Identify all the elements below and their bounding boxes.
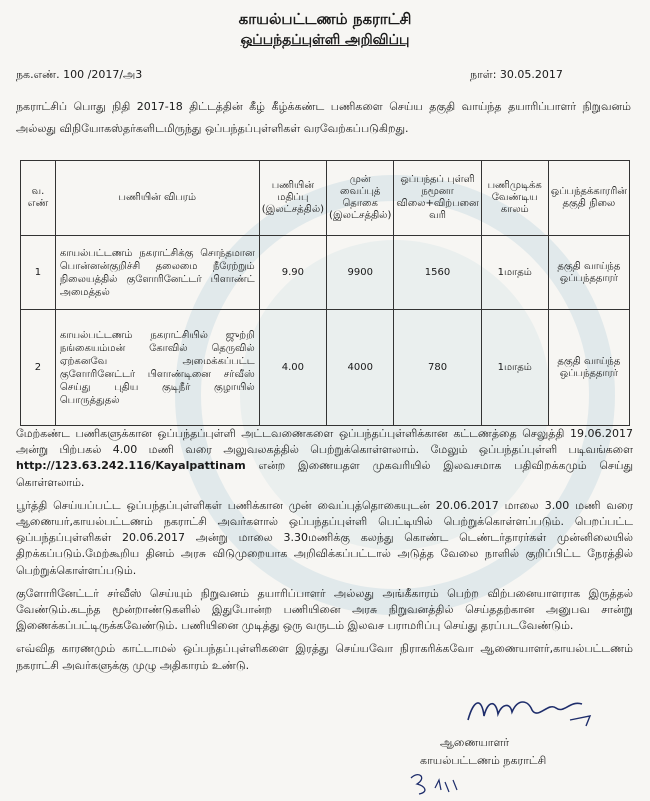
submission-paragraph: பூர்த்தி செய்யப்பட்ட ஒப்பந்தப்புள்ளிகள் பணிக்கான முன் வைப்புத்தொகையுடன் 20.06.2017 மாலை 3.00 மணி வரை ஆணையர்,காயல்பட்டணம் நகராட்சி அவர்களால் ஒப்பந்தப்புள்ளி பெட்டியில் பெற்றுக்கொள்ளப்படும். பெறப்பட்ட ஒப்பந்தப்புள்ளிகள் 20.06.2017 அன்று மாலை 3.30மணிக்கு கலந்து கொண்ட டெண்டர்தாரர்கள் முன்னிலையில் திறக்கப்படும்.மேற்கூறிய தினம் அரசு விடுமுறையாக அறிவிக்கப்பட்டால் அடுத்த வேலை நாளில் குறிப்பிட்ட நேரத்தில் பெற்றுக்கொள்ளப்படும்.	[16, 498, 633, 577]
cell-value: 9.90	[259, 236, 326, 310]
cell-eligibility: தகுதி வாய்ந்த ஒப்பந்ததாரர்	[548, 236, 629, 310]
cell-form-price: 780	[394, 310, 481, 426]
header-form-price: ஒப்பந்தப் புள்ளி நமூனா விலை+விற்பனை வரி	[394, 161, 481, 236]
reference-number: நக.எண். 100 /2017/அ3	[16, 68, 143, 81]
header-sno: வ. எண்	[21, 161, 56, 236]
header-work-desc: பணியின் விபரம்	[55, 161, 259, 236]
download-link[interactable]: http://123.63.242.116/Kayalpattinam	[16, 459, 246, 473]
cell-period: 1மாதம்	[481, 310, 548, 426]
intro-paragraph: நகராட்சிப் பொது நிதி 2017-18 திட்டத்தின் கீழ் கீழ்க்கண்ட பணிகளை செய்ய தகுதி வாய்ந்த தயாரிப்பாளர் நிறுவனம் அல்லது விநியோகஸ்தர்களிடமிருந்து ஒப்பந்தப்புள்ளிகள் வரவேற்கப்படுகிறது.	[16, 100, 631, 135]
download-paragraph: மேற்கண்ட பணிகளுக்கான ஒப்பந்தப்புள்ளி அட்டவணைகளை ஒப்பந்தப்புள்ளிக்கான கட்டணத்தை செலுத்தி 19.06.2017 அன்று பிற்பகல் 4.00 மணி வரை அலுவலகத்தில் பெற்றுக்கொள்ளலாம். மேலும் ஒப்பந்தப்புள்ளி படிவங்களை http://123.63.242.116/Kayalpattinam என்ற இணையதள முகவரியில் இலவசமாக பதிவிறக்கமும் செய்து கொள்ளலாம்.	[16, 427, 633, 489]
rights-paragraph: எவ்வித காரணமும் காட்டாமல் ஒப்பந்தப்புள்ளிகளை இரத்து செய்யவோ நிராகரிக்கவோ ஆணையாளர்,காயல்பட்டணம் நகராட்சி அவர்களுக்கு முழு அதிகாரம் உண்டு.	[16, 642, 633, 672]
cell-sno: 2	[21, 310, 56, 426]
notice-date: நாள்: 30.05.2017	[470, 68, 563, 81]
header-eligibility: ஒப்பந்தக்காரரின் தகுதி நிலை	[548, 161, 629, 236]
header-period: பணிமுடிக்க வேண்டிய காலம்	[481, 161, 548, 236]
cell-desc: காயல்பட்டணம் நகராட்சியில் ஜுற்றி நங்கையம்மன் கோவில் தெருவில் ஏற்கனவே அமைக்கப்பட்ட குளோரினேட்டர் பிளாண்டினை சர்வீஸ் செய்து புதிய குடிநீர் குழாயில் பொருத்துதல்	[55, 310, 259, 426]
table-row	[21, 310, 630, 426]
cell-form-price: 1560	[394, 236, 481, 310]
signature-scribble	[460, 690, 610, 732]
table-row	[21, 236, 630, 310]
works-table	[20, 160, 630, 426]
cell-desc: காயல்பட்டணம் நகராட்சிக்கு சொந்தமான பொன்னன்குறிச்சி தலைமை நீரேற்றும் நிலையத்தில் குளோரினேட்டர் பிளாண்ட் அமைத்தல்	[55, 236, 259, 310]
municipality-title: காயல்பட்டணம் நகராட்சி	[238, 10, 412, 28]
header-work-value: பணியின் மதிப்பு (இலட்சத்தில்)	[259, 161, 326, 236]
cell-eligibility: தகுதி வாய்ந்த ஒப்பந்ததாரர்	[548, 310, 629, 426]
notice-body	[16, 426, 633, 681]
eligibility-paragraph: குளோரினேட்டர் சர்வீஸ் செய்யும் நிறுவனம் தயாரிப்பாளர் அல்லது அங்கீகாரம் பெற்ற விற்பனையாளராக இருத்தல் வேண்டும்.கடந்த மூன்றாண்டுகளில் இதுபோன்ற பணியினை அரசு நிறுவனத்தில் செய்ததற்கான அனுபவ சான்று இணைக்கப்பட்டிருக்கவேண்டும். பணியினை முடித்து ஒரு வருடம் இலவச பராமரிப்பு செய்து தரப்படவேண்டும்.	[16, 586, 633, 633]
initials-scribble	[405, 768, 465, 800]
signatory-office: காயல்பட்டணம் நகராட்சி	[420, 754, 547, 767]
cell-value: 4.00	[259, 310, 326, 426]
header-deposit: முன் வைப்புத் தொகை (இலட்சத்தில்)	[327, 161, 394, 236]
signatory-title: ஆணையாளர்	[440, 736, 510, 749]
notice-title: ஒப்பந்தப்புள்ளி அறிவிப்பு	[240, 32, 410, 48]
table-header-row	[21, 161, 630, 236]
cell-sno: 1	[21, 236, 56, 310]
cell-deposit: 4000	[327, 310, 394, 426]
cell-deposit: 9900	[327, 236, 394, 310]
cell-period: 1மாதம்	[481, 236, 548, 310]
